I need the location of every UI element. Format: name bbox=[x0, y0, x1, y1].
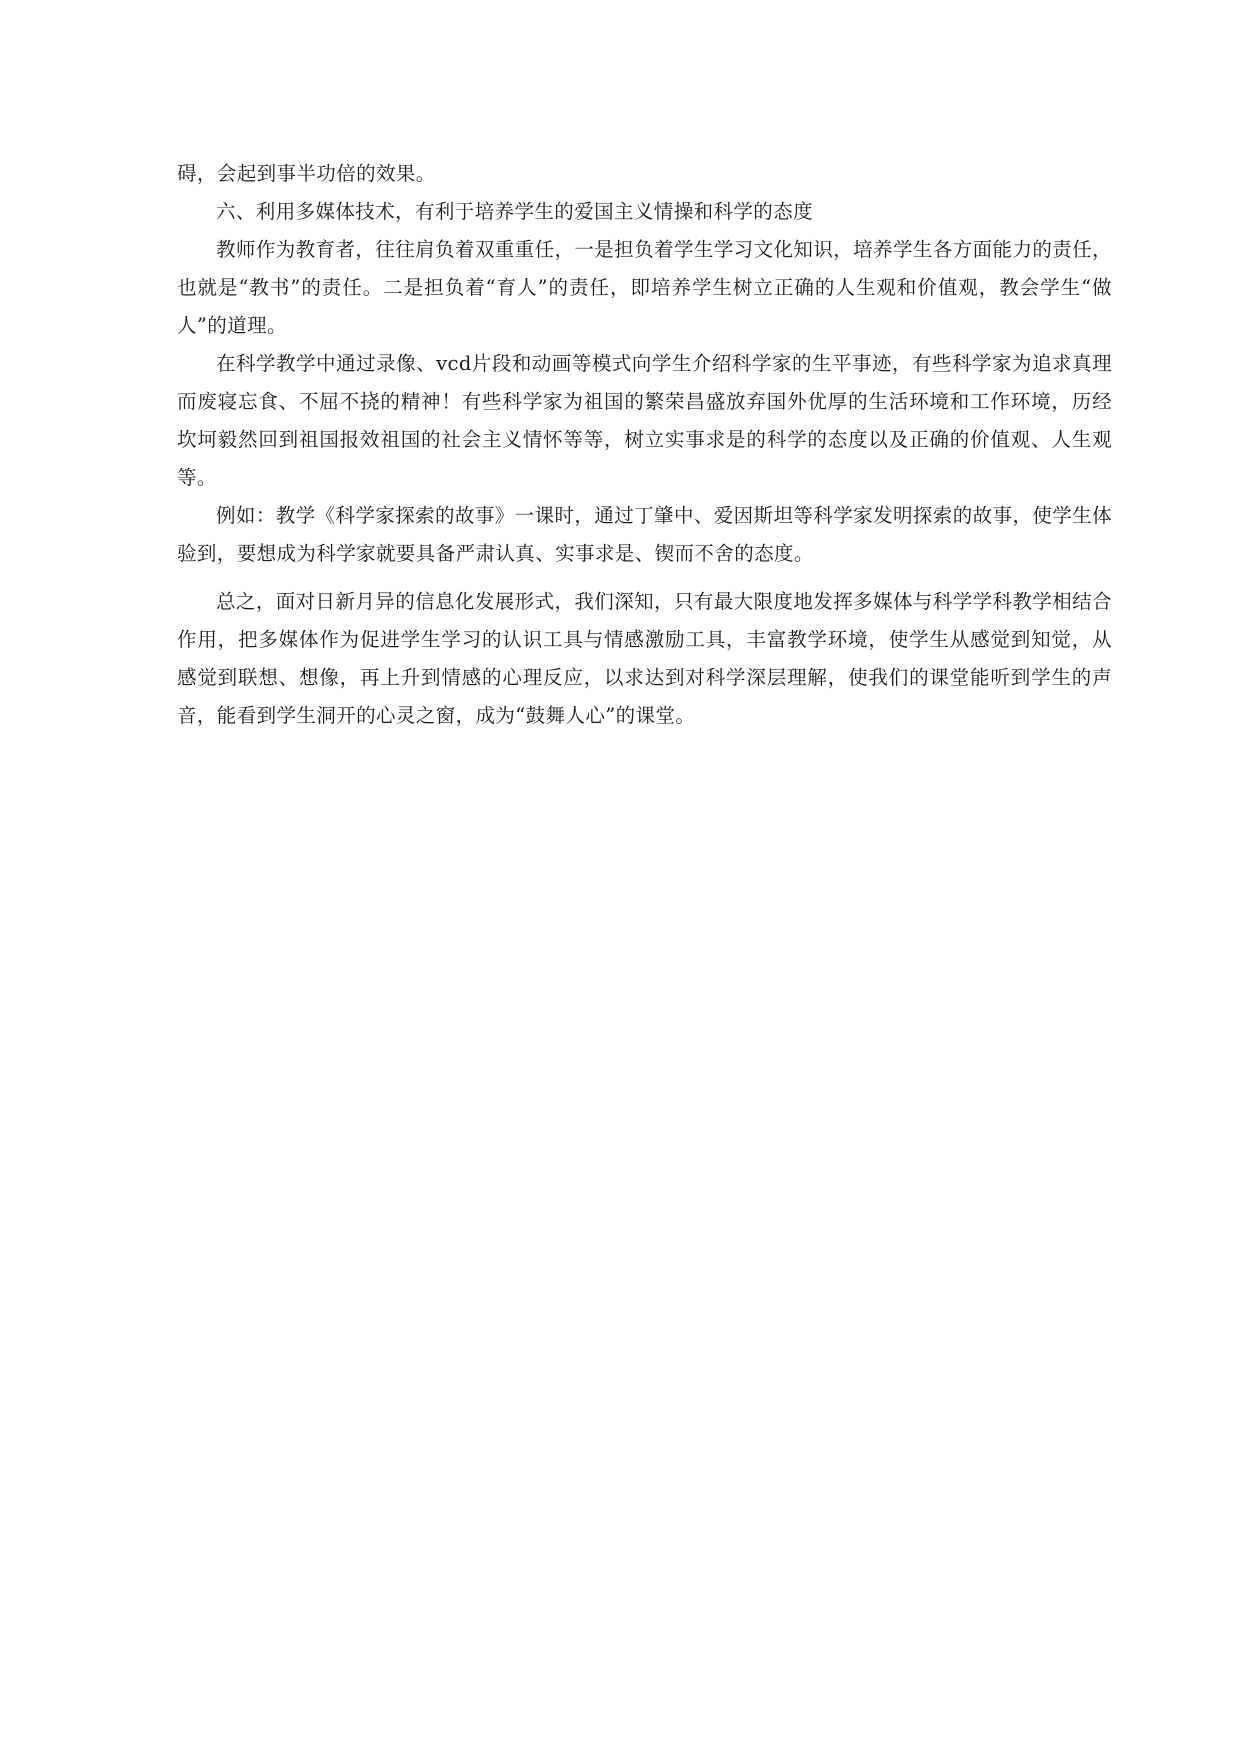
paragraph-example: 例如：教学《科学家探索的故事》一课时，通过丁肇中、爱因斯坦等科学家发明探索的故事，使学生体验到，要想成为科学家就要具备严肃认真、实事求是、锲而不舍的态度。 bbox=[177, 504, 1112, 565]
paragraph-teacher-role: 教师作为教育者，往往肩负着双重重任，一是担负着学生学习文化知识，培养学生各方面能力的责任，也就是“教书”的责任。二是担负着“育人”的责任，即培养学生树立正确的人生观和价值观，教会学生“做人”的道理。 bbox=[177, 238, 1112, 337]
paragraph-continuation: 碍，会起到事半功倍的效果。 bbox=[177, 162, 436, 185]
paragraph-conclusion: 总之，面对日新月异的信息化发展形式，我们深知，只有最大限度地发挥多媒体与科学学科教学相结合作用，把多媒体作为促进学生学习的认识工具与情感激励工具，丰富教学环境，使学生从感觉到知觉，从感觉到联想、想像，再上升到情感的心理反应，以求达到对科学深层理解，使我们的课堂能听到学生的声音，能看到学生洞开的心灵之窗，成为“鼓舞人心”的课堂。 bbox=[177, 590, 1112, 727]
paragraph-scientist-stories: 在科学教学中通过录像、vcd片段和动画等模式向学生介绍科学家的生平事迹，有些科学家为追求真理而废寝忘食、不屈不挠的精神！有些科学家为祖国的繁荣昌盛放弃国外优厚的生活环境和工作环境，历经坎坷毅然回到祖国报效祖国的社会主义情怀等等，树立实事求是的科学的态度以及正确的价值观、人生观等。 bbox=[177, 352, 1112, 489]
section-heading: 六、利用多媒体技术，有利于培养学生的爱国主义情操和科学的态度 bbox=[216, 200, 814, 223]
document-body bbox=[177, 155, 1112, 735]
